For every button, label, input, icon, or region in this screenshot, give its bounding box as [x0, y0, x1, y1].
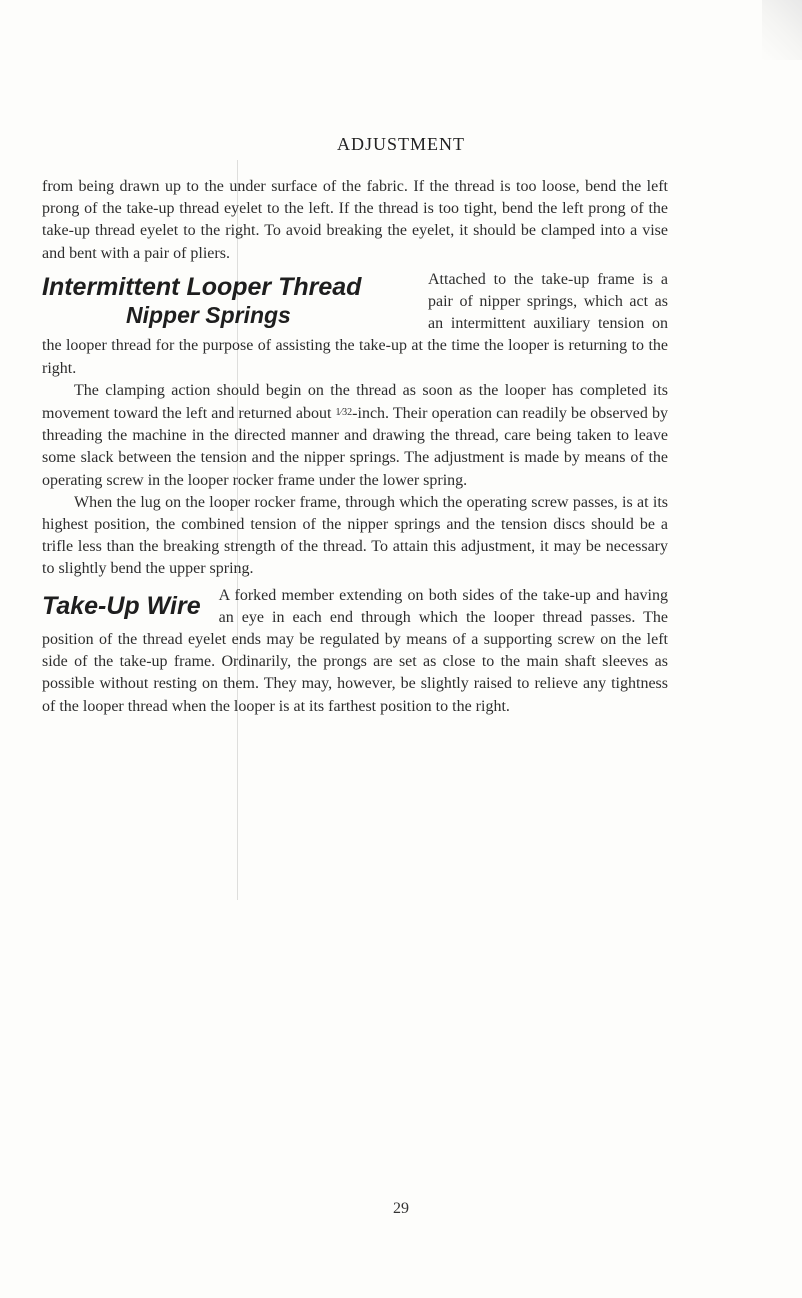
- take-up-paragraph: A forked member extending on both sides of the take-up and having an eye in each end through which the looper thread passes. The position of the thread eyelet ends may be regulated by means of a supporting screw on the left side of the take-up frame. Ordinarily, the prongs are set as close to the main shaft sleeves as possible without resting on them. They may, however, be slightly raised to relieve any tightness of the looper thread when the looper is at its farthest position to the right.: [42, 586, 668, 715]
- section-heading-looper-line2: Nipper Springs: [126, 301, 291, 328]
- intro-paragraph: from being drawn up to the under surface of the fabric. If the thread is too loose, bend the left prong of the take-up thread eyelet to the left. If the thread is too tight, bend the left prong of the take-up thread eyelet to the right. To avoid breaking the eyelet, it should be clamped into a vise and bent with a pair of pliers.: [42, 178, 668, 262]
- section-take-up-wire: [42, 585, 668, 718]
- page-number: 29: [393, 1200, 409, 1217]
- section-heading-looper-line1: Intermittent Looper Thread: [42, 272, 362, 301]
- looper-paragraph-2-part1: The clamping action should begin on the thread as soon as the looper has completed its movement toward the left and returned about: [42, 381, 668, 423]
- page-body: [42, 176, 668, 718]
- page-corner-fold: [762, 0, 802, 60]
- looper-paragraph-3: When the lug on the looper rocker frame, through which the operating screw passes, is at its highest position, the combined tension of the nipper springs and the tension discs should be a trifle less than the breaking strength of the thread. To attain this adjustment, it may be necessary to slightly bend the upper spring.: [42, 493, 668, 578]
- section-heading-looper: [42, 273, 414, 329]
- section-looper-nipper-springs: [42, 269, 668, 581]
- looper-paragraph-2-part2: -inch. Their operation can readily be observed by threading the machine in the directed manner and drawing the thread, care being taken to leave some slack between the tension and the nipper springs. The adjustment is made by means of the operating screw in the looper rocker frame under the lower spring.: [42, 405, 669, 489]
- looper-paragraph-1: Attached to the take-up frame is a pair of nipper springs, which act as an intermittent auxiliary tension on the looper thread for the purpose of assisting the take-up at the time the looper is returning to the right.: [42, 270, 668, 377]
- running-header: ADJUSTMENT: [336, 134, 465, 154]
- looper-paragraph-2: [42, 380, 668, 492]
- section-heading-take-up-wire: Take-Up Wire: [42, 591, 201, 620]
- fraction-one-thirty-second: 1⁄32: [335, 407, 353, 419]
